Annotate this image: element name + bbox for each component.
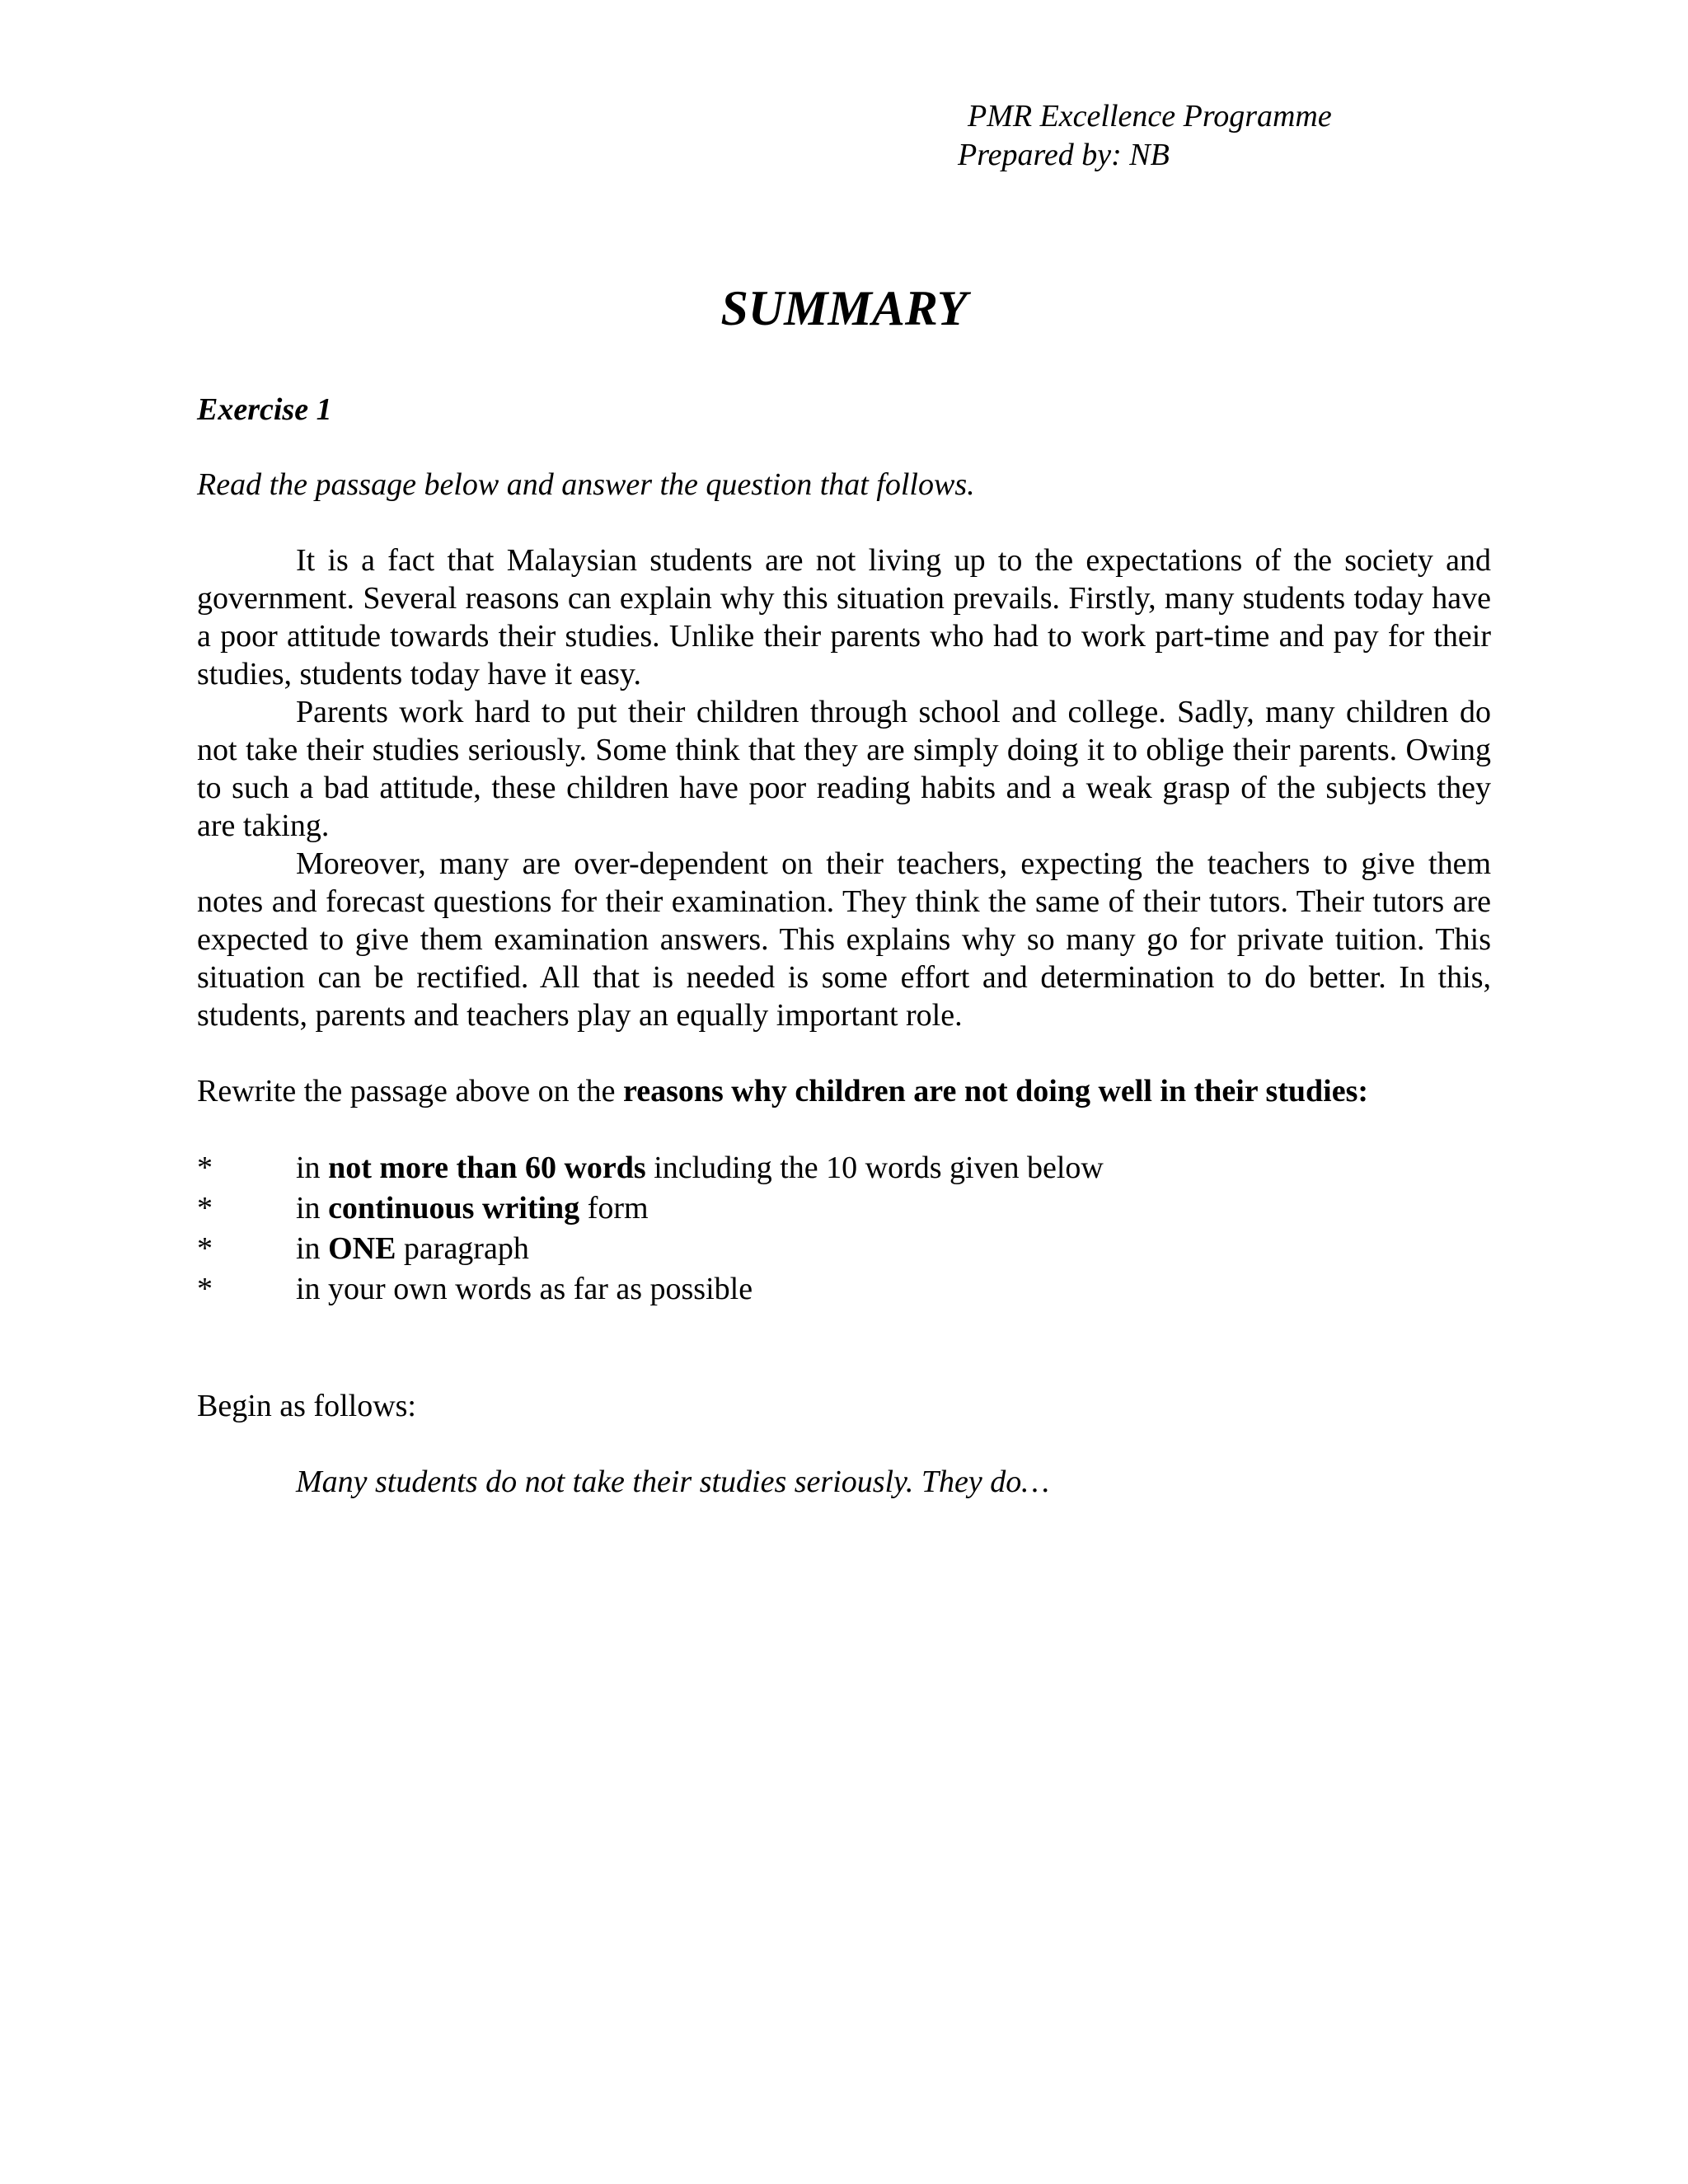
criteria-list [197, 1148, 1491, 1310]
prepared-by: Prepared by: NB [958, 138, 1170, 172]
bullet-asterisk: * [197, 1272, 213, 1306]
exercise-instruction: Read the passage below and answer the question that follows. [197, 467, 975, 502]
criteria-text: in [296, 1151, 329, 1185]
begin-label: Begin as follows: [197, 1389, 416, 1423]
criteria-item [197, 1229, 1491, 1269]
criteria-item [197, 1188, 1491, 1229]
task-prefix: Rewrite the passage above on the [197, 1074, 624, 1108]
reading-passage [197, 541, 1491, 1034]
passage-paragraph-2: Parents work hard to put their children through school and college. Sadly, many children do not take their studies seriously. Some think that they are simply doing it to oblige their parents. Owing to such a bad attitude, these children have poor reading habits and a weak grasp of the subjects they are taking. [197, 695, 1491, 843]
criteria-item [197, 1148, 1491, 1188]
task-prompt [197, 1072, 1491, 1110]
exercise-content [197, 391, 1491, 1501]
criteria-item [197, 1269, 1491, 1310]
criteria-text: paragraph [396, 1231, 529, 1266]
passage-paragraph-3: Moreover, many are over-dependent on their teachers, expecting the teachers to give them notes and forecast questions for their examination. They think the same of their tutors. Their tutors are expected to give them examination answers. This explains why so many go for private tuition. This situation can be rectified. All that is needed is some effort and determination to do better. In this, students, parents and teachers play an equally important role. [197, 846, 1491, 1033]
exercise-label: Exercise 1 [197, 392, 332, 427]
criteria-text: in your own words as far as possible [296, 1272, 753, 1306]
criteria-text: form [579, 1191, 649, 1226]
bullet-asterisk: * [197, 1151, 213, 1185]
bullet-asterisk: * [197, 1231, 213, 1266]
criteria-emphasis: ONE [328, 1231, 396, 1266]
bullet-asterisk: * [197, 1191, 213, 1226]
document-header [958, 97, 1332, 175]
criteria-text: in [296, 1191, 329, 1226]
task-emphasis: reasons why children are not doing well in their studies: [623, 1074, 1369, 1108]
criteria-emphasis: continuous writing [328, 1191, 580, 1226]
page-title: SUMMARY [720, 281, 968, 335]
programme-name: PMR Excellence Programme [968, 99, 1332, 134]
starter-sentence: Many students do not take their studies seriously. They do… [296, 1465, 1050, 1499]
criteria-text: in [296, 1231, 329, 1266]
criteria-emphasis: not more than 60 words [328, 1151, 646, 1185]
passage-paragraph-1: It is a fact that Malaysian students are not living up to the expectations of the society and government. Several reasons can explain why this situation prevails. Firstly, many students today have a poor attitude towards their studies. Unlike their parents who had to work part-time and pay for their studies, students today have it easy. [197, 543, 1491, 691]
criteria-text: including the 10 words given below [645, 1151, 1104, 1185]
